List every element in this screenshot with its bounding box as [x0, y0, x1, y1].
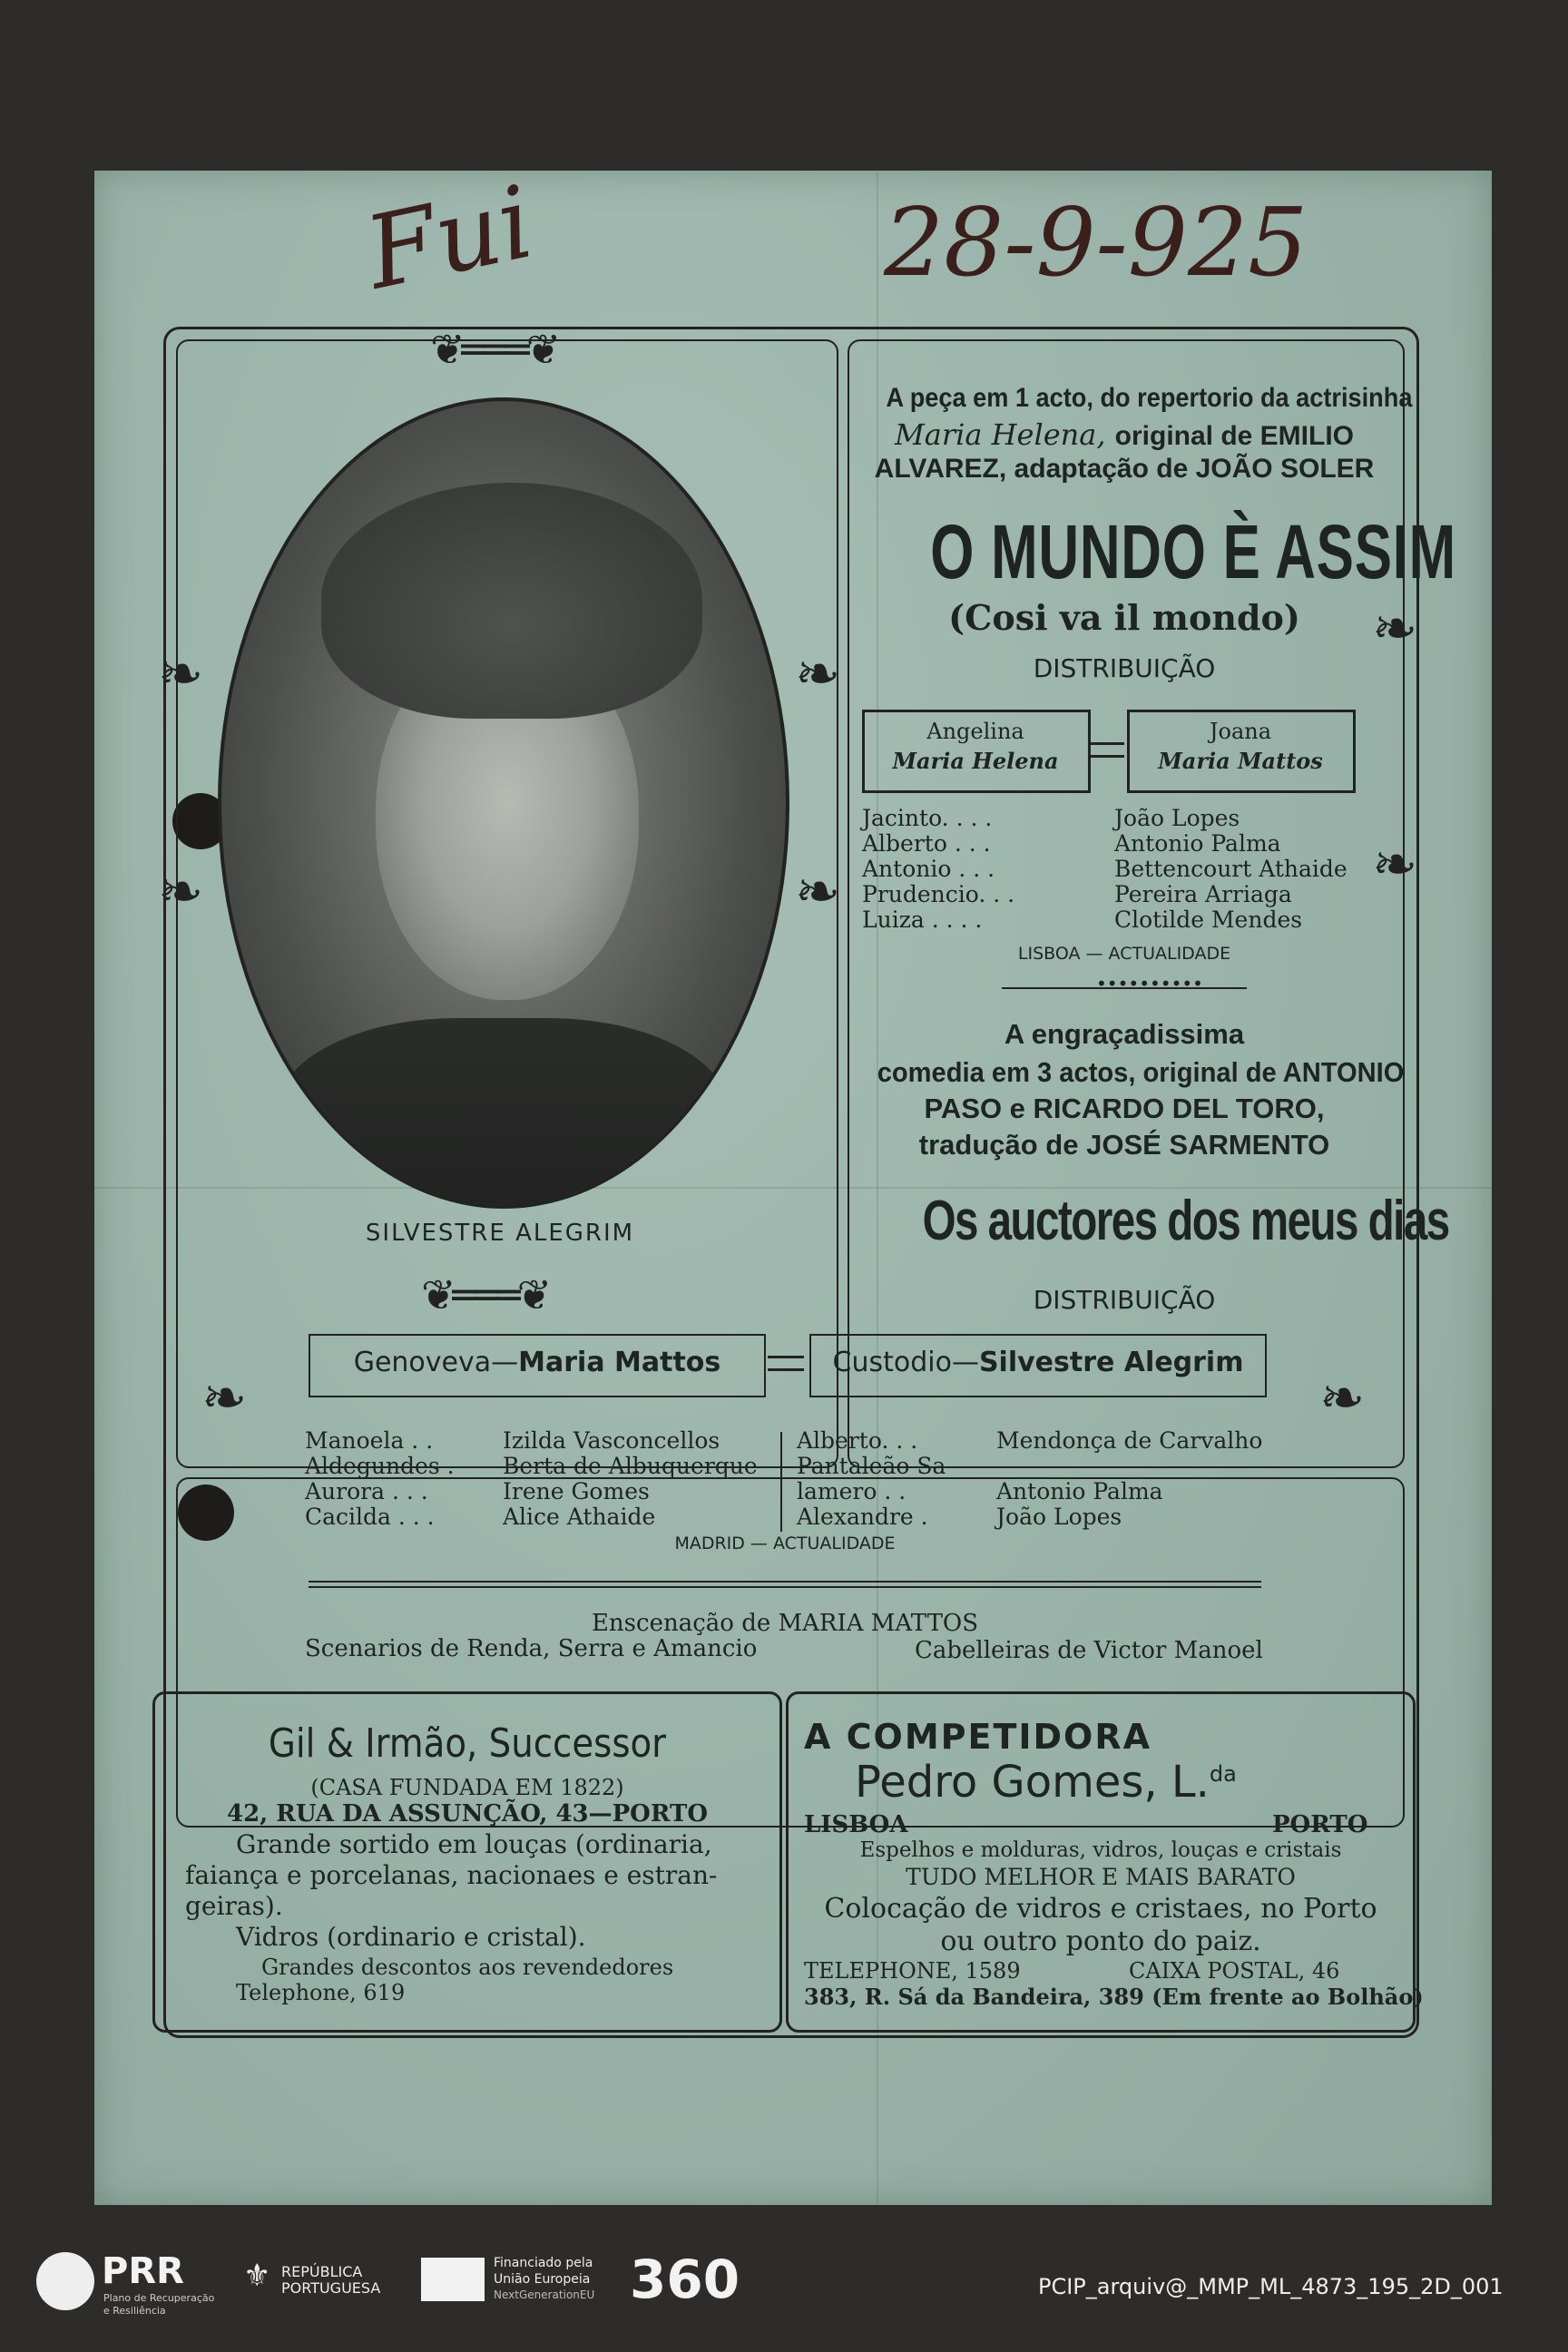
separator-dots: ••••••••••: [1096, 973, 1203, 995]
play2-lead-right-text: [809, 1347, 1267, 1378]
play2-setting: MADRID — ACTUALIDADE: [674, 1534, 896, 1553]
play2-staging: Enscenação de MARIA MATTOS: [591, 1610, 979, 1637]
ad-right-line3: Colocação de vidros e cristaes, no Porto: [824, 1893, 1377, 1925]
play2-lead-right-actor: Silvestre Alegrim: [978, 1347, 1244, 1378]
programme-sheet: [94, 163, 1492, 2205]
cast-row: Jacinto. . . . João Lopes: [862, 805, 1240, 831]
play1-company: Maria Helena,: [894, 417, 1106, 452]
republica-emblem-icon: ⚜: [243, 2258, 271, 2294]
play2-intro-2: comedia em 3 actos, original de ANTONIO: [877, 1056, 1405, 1088]
play2-lead-right-role: Custodio—: [832, 1347, 979, 1378]
play1-intro-3: ALVAREZ, adaptação de JOÃO SOLER: [874, 454, 1375, 484]
play2-wigs: Cabelleiras de Victor Manoel: [915, 1637, 1263, 1664]
eu-flag-icon: [421, 2258, 485, 2301]
ornament-right-1: ❧: [1372, 597, 1418, 661]
play2-distribution-label: DISTRIBUIÇÃO: [1033, 1285, 1216, 1315]
cast-row: Manoela . . Izilda Vasconcellos: [305, 1427, 720, 1454]
ad-right-city-left: LISBOA: [804, 1811, 908, 1838]
rule-bottom: [309, 1586, 1261, 1588]
cast-row: Luiza . . . . Clotilde Mendes: [862, 906, 1303, 933]
equals-top: [1088, 742, 1124, 745]
ad-left-line5: Grandes descontos aos revendedores: [261, 1955, 674, 1980]
ad-left-line2: faiança e porcelanas, nacionaes e estran-: [185, 1860, 718, 1890]
prr-logo-icon: [36, 2252, 94, 2310]
ornament-mid-2: ❧: [795, 860, 841, 924]
ad-left-line4: Vidros (ordinario e cristal).: [236, 1922, 586, 1952]
cast-row: Alberto. . . Mendonça de Carvalho: [797, 1427, 1263, 1454]
ad-right-owner-sup: da: [1209, 1761, 1237, 1787]
ornament-lower-left: ❧: [201, 1367, 248, 1430]
play2-intro-3: PASO e RICARDO DEL TORO,: [924, 1093, 1325, 1124]
play1-author: original de EMILIO: [1114, 421, 1355, 451]
ad-left-address: 42, RUA DA ASSUNÇÃO, 43—PORTO: [227, 1800, 708, 1828]
equals-bottom: [1088, 755, 1124, 758]
ad-right-postal: CAIXA POSTAL, 46: [1129, 1958, 1340, 1984]
equals-top-2: [768, 1356, 804, 1358]
play1-distribution-label: DISTRIBUIÇÃO: [1033, 653, 1216, 683]
prr-logo-text: PRR: [102, 2250, 184, 2292]
num-360-logo: 360: [630, 2249, 740, 2310]
cast-row: Cacilda . . . Alice Athaide: [305, 1504, 656, 1530]
play2-lead-left-text: [309, 1347, 766, 1378]
play1-lead-right-role: Joana: [1209, 719, 1272, 744]
cast-row: Aurora . . . Irene Gomes: [305, 1478, 650, 1504]
ornament-left-1: ❧: [158, 642, 204, 706]
ornament-lower-right: ❧: [1319, 1367, 1366, 1430]
ad-right-city-right: PORTO: [1272, 1811, 1368, 1838]
cast-row: Alberto . . . Antonio Palma: [862, 830, 1281, 857]
cast-row: lamero . . Antonio Palma: [797, 1478, 1163, 1504]
republica-line-2: PORTUGUESA: [281, 2279, 381, 2297]
play1-intro-2: [861, 417, 1387, 452]
ornament-mid-1: ❧: [795, 642, 841, 706]
handwritten-note: Fui: [356, 163, 543, 312]
play2-title: Os auctores dos meus dias: [922, 1190, 1449, 1252]
cast-row: Aldegundes . Berta de Albuquerque: [305, 1453, 758, 1479]
portrait-hair: [321, 483, 702, 719]
eu-line-1: Financiado pela: [494, 2256, 593, 2270]
ad-left-line3: geiras).: [185, 1891, 283, 1921]
cast-row: Pantaleão Sa-: [797, 1453, 954, 1479]
play1-title: O MUNDO È ASSIM: [930, 509, 1456, 594]
play1-lead-right-actor: Maria Mattos: [1158, 748, 1323, 774]
portrait-shoulders: [276, 1018, 730, 1209]
cast-row: Prudencio. . . Pereira Arriaga: [862, 881, 1292, 907]
archive-id: PCIP_arquiv@_MMP_ML_4873_195_2D_001: [1038, 2274, 1504, 2299]
ad-left-line1: Grande sortido em louças (ordinaria,: [236, 1829, 712, 1859]
play1-lead-left-actor: Maria Helena: [892, 748, 1059, 774]
cast-row: Alexandre . João Lopes: [797, 1504, 1122, 1530]
prr-subtitle-1: Plano de Recuperação: [103, 2292, 215, 2304]
ad-right-name: A COMPETIDORA: [804, 1717, 1152, 1757]
play2-intro-1: A engraçadissima: [1004, 1018, 1245, 1050]
eu-line-2: União Europeia: [494, 2272, 591, 2287]
ornament-bottom: ❦═══❦: [421, 1270, 549, 1319]
play2-cast-right: [797, 1428, 1305, 1530]
play1-cast-list: [862, 806, 1388, 933]
play2-lead-left-role: Genoveva—: [353, 1347, 519, 1378]
play1-subtitle: (Cosi va il mondo): [948, 597, 1300, 638]
ad-right-line4: ou outro ponto do paiz.: [940, 1926, 1261, 1957]
play2-lead-left-actor: Maria Mattos: [518, 1347, 721, 1378]
ad-right-line1: Espelhos e molduras, vidros, louças e cristais: [859, 1838, 1342, 1862]
cast-row: Antonio . . . Bettencourt Athaide: [862, 856, 1348, 882]
ornament-left-2: ❧: [158, 860, 204, 924]
prr-subtitle-2: e Resiliência: [103, 2305, 166, 2317]
ornament-top: ❦═══❦: [430, 325, 558, 374]
republica-line-1: REPÚBLICA: [281, 2263, 363, 2280]
cast-divider: [780, 1432, 782, 1532]
photo-caption: SILVESTRE ALEGRIM: [365, 1220, 635, 1247]
handwritten-date: 28-9-925: [884, 187, 1308, 298]
actor-portrait: [218, 397, 789, 1209]
play2-intro-4: tradução de JOSÉ SARMENTO: [918, 1129, 1330, 1161]
ad-right-owner-name: Pedro Gomes, L.: [855, 1757, 1210, 1808]
ad-right-address: 383, R. Sá da Bandeira, 389 (Em frente ao Bolhão): [804, 1984, 1424, 2010]
play2-cast-left: [305, 1428, 777, 1530]
ad-right-owner: [855, 1757, 1237, 1808]
archive-footer: [0, 2250, 1568, 2352]
rule-top: [309, 1581, 1261, 1583]
play1-setting: LISBOA — ACTUALIDADE: [1017, 944, 1231, 964]
ornament-right-2: ❧: [1372, 833, 1418, 897]
ad-left-name: Gil & Irmão, Successor: [268, 1720, 667, 1767]
ad-right-line2: TUDO MELHOR E MAIS BARATO: [906, 1864, 1296, 1890]
ad-left-founded: (CASA FUNDADA EM 1822): [310, 1775, 624, 1800]
ad-right-phone: TELEPHONE, 1589: [804, 1958, 1021, 1984]
play1-lead-left-role: Angelina: [926, 719, 1024, 744]
play2-scenery: Scenarios de Renda, Serra e Amancio: [305, 1635, 758, 1662]
play1-intro-1: A peça em 1 acto, do repertorio da actrisinha: [886, 383, 1413, 413]
equals-bottom-2: [768, 1368, 804, 1371]
ad-left-phone: Telephone, 619: [236, 1980, 406, 2005]
eu-line-3: NextGenerationEU: [494, 2288, 595, 2301]
